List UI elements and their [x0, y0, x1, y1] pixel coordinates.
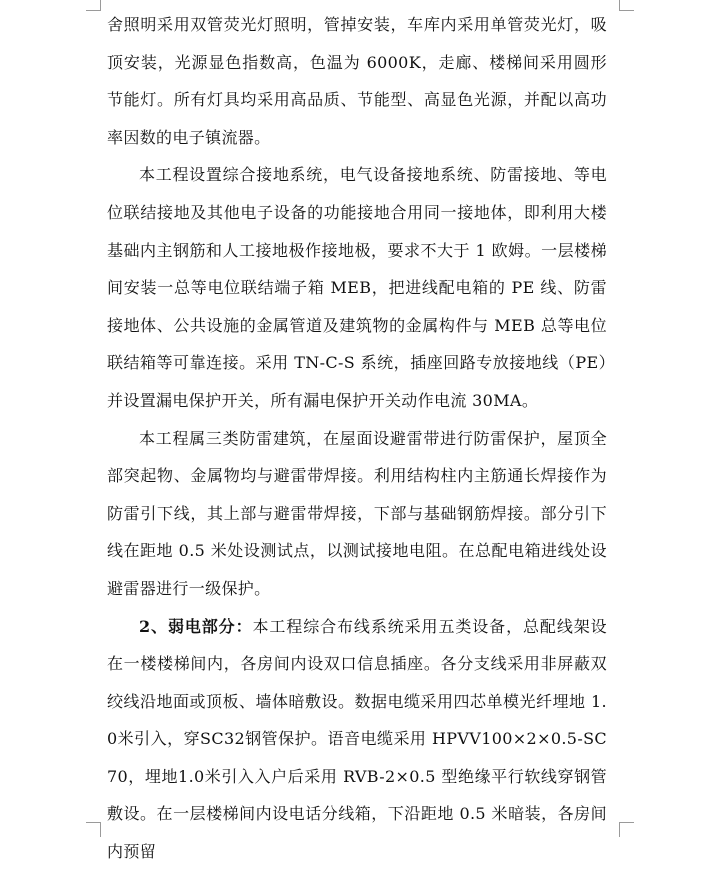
paragraph-text: 舍照明采用双管荧光灯照明，管掉安装，车库内采用单管荧光灯，吸顶安装，光源显色指数高，色温为 6000K，走廊、楼梯间采用圆形节能灯。所有灯具均采用高品质、节能型、高显色光源，并配以高功率因数的电子镇流器。 [107, 15, 607, 147]
paragraph-grounding [107, 156, 607, 419]
paragraph-text: 本工程属三类防雷建筑，在屋面设避雷带进行防雷保护，屋顶全部突起物、金属物均与避雷带焊接。利用结构柱内主筋通长焊接作为防雷引下线，其上部与避雷带焊接，下部与基础钢筋焊接。部分引下线在距地 0.5 米处设测试点，以测试接地电阻。在总配电箱进线处设避雷器进行一级保护。 [107, 428, 607, 598]
document-body [107, 6, 607, 871]
paragraph-text: 本工程综合布线系统采用五类设备，总配线架设在一楼楼梯间内，各房间内设双口信息插座。各分支线采用非屏蔽双绞线沿地面或顶板、墙体暗敷设。数据电缆采用四芯单模光纤埋地 1.0米引入，穿SC32钢管保护。语音电缆采用 HPVV100×2×0.5-SC70，埋地1.0米引入入户后采用 RVB-2×0.5 型绝缘平行软线穿钢管敷设。在一层楼梯间内设电话分线箱，下沿距地 0.5 米暗装，各房间内预留 [107, 616, 607, 862]
paragraph-lightning-protection [107, 420, 607, 608]
crop-mark-bottom-right [619, 822, 634, 837]
paragraph-text: 本工程设置综合接地系统，电气设备接地系统、防雷接地、等电位联结接地及其他电子设备的功能接地合用同一接地体，即利用大楼基础内主钢筋和人工接地极作接地极，要求不大于 1 欧姆。一层楼梯间安装一总等电位联结端子箱 MEB，把进线配电箱的 PE 线、防雷接地体、公共设施的金属管道及建筑物的金属构件与 MEB 总等电位联结箱等可靠连接。采用 TN-C-S 系统，插座回路专放接地线（PE）并设置漏电保护开关，所有漏电保护开关动作电流 30MA。 [107, 165, 607, 410]
crop-mark-bottom-left [86, 822, 101, 837]
section-heading: 2、弱电部分： [139, 616, 253, 636]
crop-mark-top-left [86, 0, 101, 11]
paragraph-weak-current [107, 608, 607, 871]
crop-mark-top-right [619, 0, 634, 11]
paragraph-lighting [107, 6, 607, 156]
